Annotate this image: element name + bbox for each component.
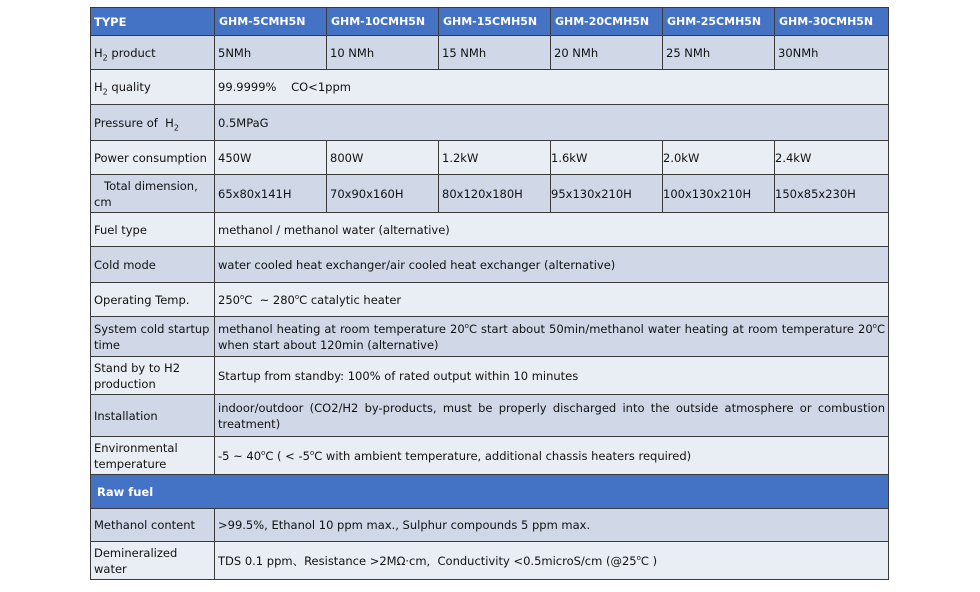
- cell-value: 95x130x210H: [551, 175, 663, 213]
- cell-value: 450W: [215, 141, 327, 175]
- cell-value: 1.6kW: [551, 141, 663, 175]
- row-methanol: [91, 509, 889, 542]
- section-raw-fuel: [91, 475, 889, 509]
- row-cold-startup: [91, 317, 889, 357]
- cell-value: 99.9999% CO<1ppm: [215, 70, 889, 105]
- row-standby: [91, 357, 889, 395]
- type-label: TYPE: [91, 8, 215, 36]
- row-env-temp: [91, 437, 889, 475]
- cell-value: 100x130x210H: [663, 175, 775, 213]
- cell-value: TDS 0.1 ppm、Resistance >2MΩ·cm, Conductivity <0.5microS/cm (@25$^o$C ): [215, 542, 889, 580]
- row-cold-mode: [91, 247, 889, 283]
- cell-value: 150x85x230H: [775, 175, 889, 213]
- cell-value: 10 NMh: [327, 36, 439, 70]
- model-header: GHM-15CMH5N: [439, 8, 551, 36]
- cell-value: methanol / methanol water (alternative): [215, 213, 889, 247]
- row-label: $H_2$ quality: [91, 70, 215, 105]
- row-power: [91, 141, 889, 175]
- row-dimension: [91, 175, 889, 213]
- cell-value: 30NMh: [775, 36, 889, 70]
- row-label: Demineralized water: [91, 542, 215, 580]
- cell-value: -5 ~ 40$^o$C ( < $-5^oC$ with ambient temperature, additional chassis heaters required): [215, 437, 889, 475]
- cell-value: 250$^o$C ~ 280$^o$C catalytic heater: [215, 283, 889, 317]
- model-header: GHM-5CMH5N: [215, 8, 327, 36]
- cell-value: 800W: [327, 141, 439, 175]
- row-operating-temp: [91, 283, 889, 317]
- row-pressure: [91, 105, 889, 141]
- row-fuel-type: [91, 213, 889, 247]
- row-h2-product: [91, 36, 889, 70]
- row-label: $H_2$ product: [91, 36, 215, 70]
- cell-value: Startup from standby: 100% of rated output within 10 minutes: [215, 357, 889, 395]
- cell-value: 0.5MPaG: [215, 105, 889, 141]
- spec-table: [90, 7, 889, 580]
- row-label: Power consumption: [91, 141, 215, 175]
- row-h2-quality: [91, 70, 889, 105]
- section-title: Raw fuel: [91, 475, 889, 509]
- cell-value: 65x80x141H: [215, 175, 327, 213]
- row-label: Cold mode: [91, 247, 215, 283]
- model-header: GHM-20CMH5N: [551, 8, 663, 36]
- row-label: Stand by to H2 production: [91, 357, 215, 395]
- row-label: Environmental temperature: [91, 437, 215, 475]
- cell-value: indoor/outdoor (CO2/H2 by-products, must be properly discharged into the outside atmosphere or combustion treatment): [215, 395, 889, 437]
- cell-value: 5NMh: [215, 36, 327, 70]
- cell-value: 70x90x160H: [327, 175, 439, 213]
- row-label: Methanol content: [91, 509, 215, 542]
- cell-value: 2.0kW: [663, 141, 775, 175]
- cell-value: >99.5%, Ethanol 10 ppm max., Sulphur compounds 5 ppm max.: [215, 509, 889, 542]
- cell-value: 1.2kW: [439, 141, 551, 175]
- header-row: [91, 8, 889, 36]
- cell-value: 2.4kW: [775, 141, 889, 175]
- row-label: Fuel type: [91, 213, 215, 247]
- cell-value: water cooled heat exchanger/air cooled heat exchanger (alternative): [215, 247, 889, 283]
- cell-value: 20 NMh: [551, 36, 663, 70]
- model-header: GHM-25CMH5N: [663, 8, 775, 36]
- row-installation: [91, 395, 889, 437]
- row-label: Operating Temp.: [91, 283, 215, 317]
- cell-value: 25 NMh: [663, 36, 775, 70]
- cell-value: 80x120x180H: [439, 175, 551, 213]
- row-label: Total dimension, cm: [91, 175, 215, 213]
- row-demineralized: [91, 542, 889, 580]
- model-header: GHM-10CMH5N: [327, 8, 439, 36]
- row-label: Pressure of $H_2$: [91, 105, 215, 141]
- row-label: System cold startup time: [91, 317, 215, 357]
- cell-value: 15 NMh: [439, 36, 551, 70]
- row-label: Installation: [91, 395, 215, 437]
- cell-value: methanol heating at room temperature 20$^o$C start about 50min/methanol water heating at room temperature 20$^o$C when start about 120min (alternative): [215, 317, 889, 357]
- model-header: GHM-30CMH5N: [775, 8, 889, 36]
